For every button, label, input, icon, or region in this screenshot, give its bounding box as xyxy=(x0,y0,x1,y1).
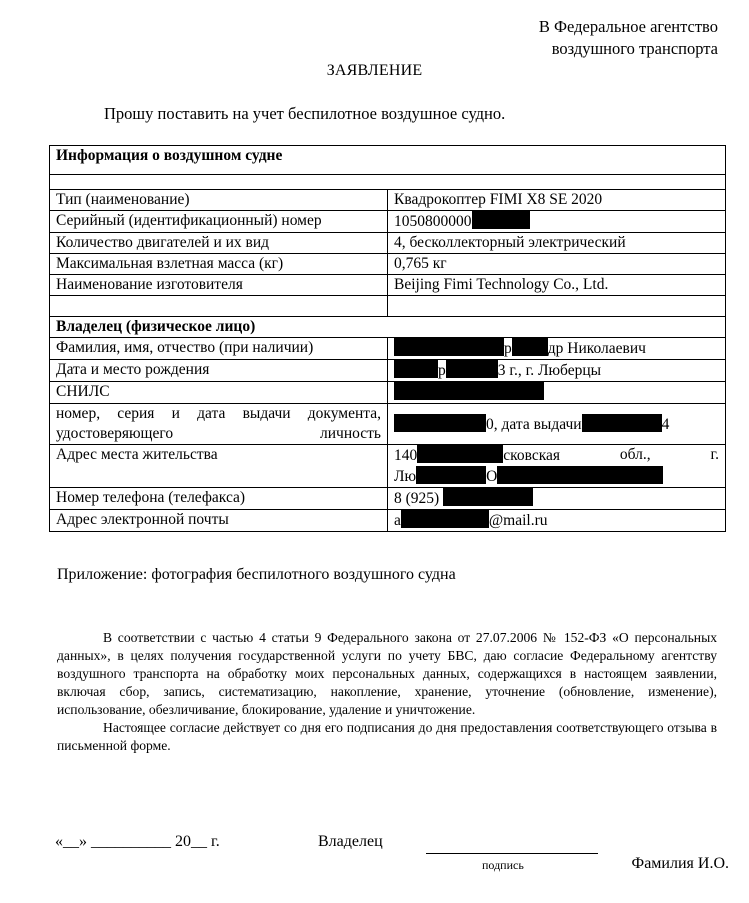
row-label: Дата и место рождения xyxy=(50,360,388,382)
table-row xyxy=(50,360,726,382)
birth-cell xyxy=(388,360,726,382)
document-cell xyxy=(388,404,726,445)
table-row xyxy=(50,445,726,488)
blank-cell xyxy=(388,296,726,317)
addressee-block xyxy=(539,16,718,60)
email-cell xyxy=(388,510,726,532)
redaction-box xyxy=(443,488,533,506)
redaction-box xyxy=(446,360,498,378)
aircraft-section-title: Информация о воздушном судне xyxy=(50,146,726,175)
row-label: Максимальная взлетная масса (кг) xyxy=(50,254,388,275)
snils-cell xyxy=(388,382,726,404)
address-fragment: г. xyxy=(710,446,719,463)
request-text: Прошу поставить на учет беспилотное воздушное судно. xyxy=(104,104,506,123)
table-row xyxy=(50,190,726,211)
addressee-line-1: В Федеральное агентство xyxy=(538,17,718,36)
address-cell xyxy=(388,445,726,488)
row-label: Номер телефона (телефакса) xyxy=(50,488,388,510)
birth-fragment: р xyxy=(438,362,446,379)
row-value: Квадрокоптер FIMI X8 SE 2020 xyxy=(388,190,726,211)
row-value: 4, бесколлекторный электрический xyxy=(388,233,726,254)
address-fragment: О xyxy=(486,468,498,485)
row-label: Фамилия, имя, отчество (при наличии) xyxy=(50,338,388,360)
address-fragment: обл., xyxy=(619,446,651,463)
addressee-line-2: воздушного транспорта xyxy=(551,39,718,58)
row-label: номер, серия и дата выдачи документа, удостоверяющего личность xyxy=(50,404,388,445)
document-title: ЗАЯВЛЕНИЕ xyxy=(326,62,423,79)
phone-cell xyxy=(388,488,726,510)
redaction-box xyxy=(417,445,503,463)
consent-block xyxy=(57,629,717,755)
document-fragment: 0, дата выдачи xyxy=(486,415,582,433)
row-value: 0,765 кг xyxy=(388,254,726,275)
table-row xyxy=(50,510,726,532)
table-row xyxy=(50,382,726,404)
row-label: СНИЛС xyxy=(50,382,388,404)
redaction-box xyxy=(512,338,548,356)
redaction-box xyxy=(394,414,486,432)
attachment-note: Приложение: фотография беспилотного воздушного судна xyxy=(57,566,456,583)
redaction-box xyxy=(497,466,663,484)
row-label: Тип (наименование) xyxy=(50,190,388,211)
redaction-box xyxy=(394,360,438,378)
signature-owner-label: Владелец xyxy=(318,833,383,850)
table-row xyxy=(50,488,726,510)
blank-cell xyxy=(50,296,388,317)
address-line-2 xyxy=(394,466,719,487)
address-fragment: сковская xyxy=(503,447,561,464)
email-fragment: @mail.ru xyxy=(488,512,548,529)
row-label: Адрес электронной почты xyxy=(50,510,388,532)
name-fragment: р xyxy=(504,340,512,357)
table-row xyxy=(50,404,726,445)
table-row xyxy=(50,233,726,254)
name-caption: Фамилия И.О. xyxy=(631,855,729,872)
address-fragment: 140 xyxy=(394,447,418,464)
document-fragment: 4 xyxy=(661,415,670,433)
serial-value-cell xyxy=(388,211,726,233)
table-row xyxy=(50,338,726,360)
redaction-box xyxy=(582,414,662,432)
signature-line xyxy=(426,853,598,854)
birth-fragment: 3 г., г. Люберцы xyxy=(497,362,602,379)
blank-row xyxy=(50,175,726,190)
row-label: Наименование изготовителя xyxy=(50,275,388,296)
redaction-box xyxy=(416,466,486,484)
owner-name-cell xyxy=(388,338,726,360)
table-row xyxy=(50,254,726,275)
signature-date: «__» __________ 20__ г. xyxy=(55,833,220,850)
row-label: Адрес места жительства xyxy=(50,445,388,488)
phone-fragment: 8 (925) xyxy=(394,490,440,507)
address-line-1 xyxy=(394,445,719,466)
address-fragment: Лю xyxy=(394,468,417,485)
application-table xyxy=(49,145,726,532)
owner-section-title: Владелец (физическое лицо) xyxy=(50,317,726,338)
consent-paragraph-2: Настоящее согласие действует со дня его подписания до дня предоставления соответствующего отзыва в письменной форме. xyxy=(57,720,717,753)
redaction-box xyxy=(401,510,489,528)
redaction-box xyxy=(394,338,504,356)
redaction-box xyxy=(472,211,530,229)
signature-caption: подпись xyxy=(482,858,524,872)
row-label: Количество двигателей и их вид xyxy=(50,233,388,254)
email-fragment: а xyxy=(394,512,401,529)
table-row xyxy=(50,275,726,296)
redaction-box xyxy=(394,382,544,400)
row-label: Серийный (идентификационный) номер xyxy=(50,211,388,233)
table-row xyxy=(50,211,726,233)
serial-value: 1050800000 xyxy=(394,213,472,230)
consent-paragraph-1: В соответствии с частью 4 статьи 9 Федерального закона от 27.07.2006 № 152-ФЗ «О персональных данных», в целях получения государственной услуги по учету БВС, даю согласие Федеральному агентству воздушного транспорта на обработку моих персональных данных, содержащихся в настоящем заявлении, включая сбор, запись, систематизацию, накопление, хранение, уточнение (обновление, изменение), использование, обезличивание, блокирование, удаление и уничтожение. xyxy=(57,630,717,717)
name-fragment: др Николаевич xyxy=(547,340,646,357)
row-value: Beijing Fimi Technology Co., Ltd. xyxy=(388,275,726,296)
